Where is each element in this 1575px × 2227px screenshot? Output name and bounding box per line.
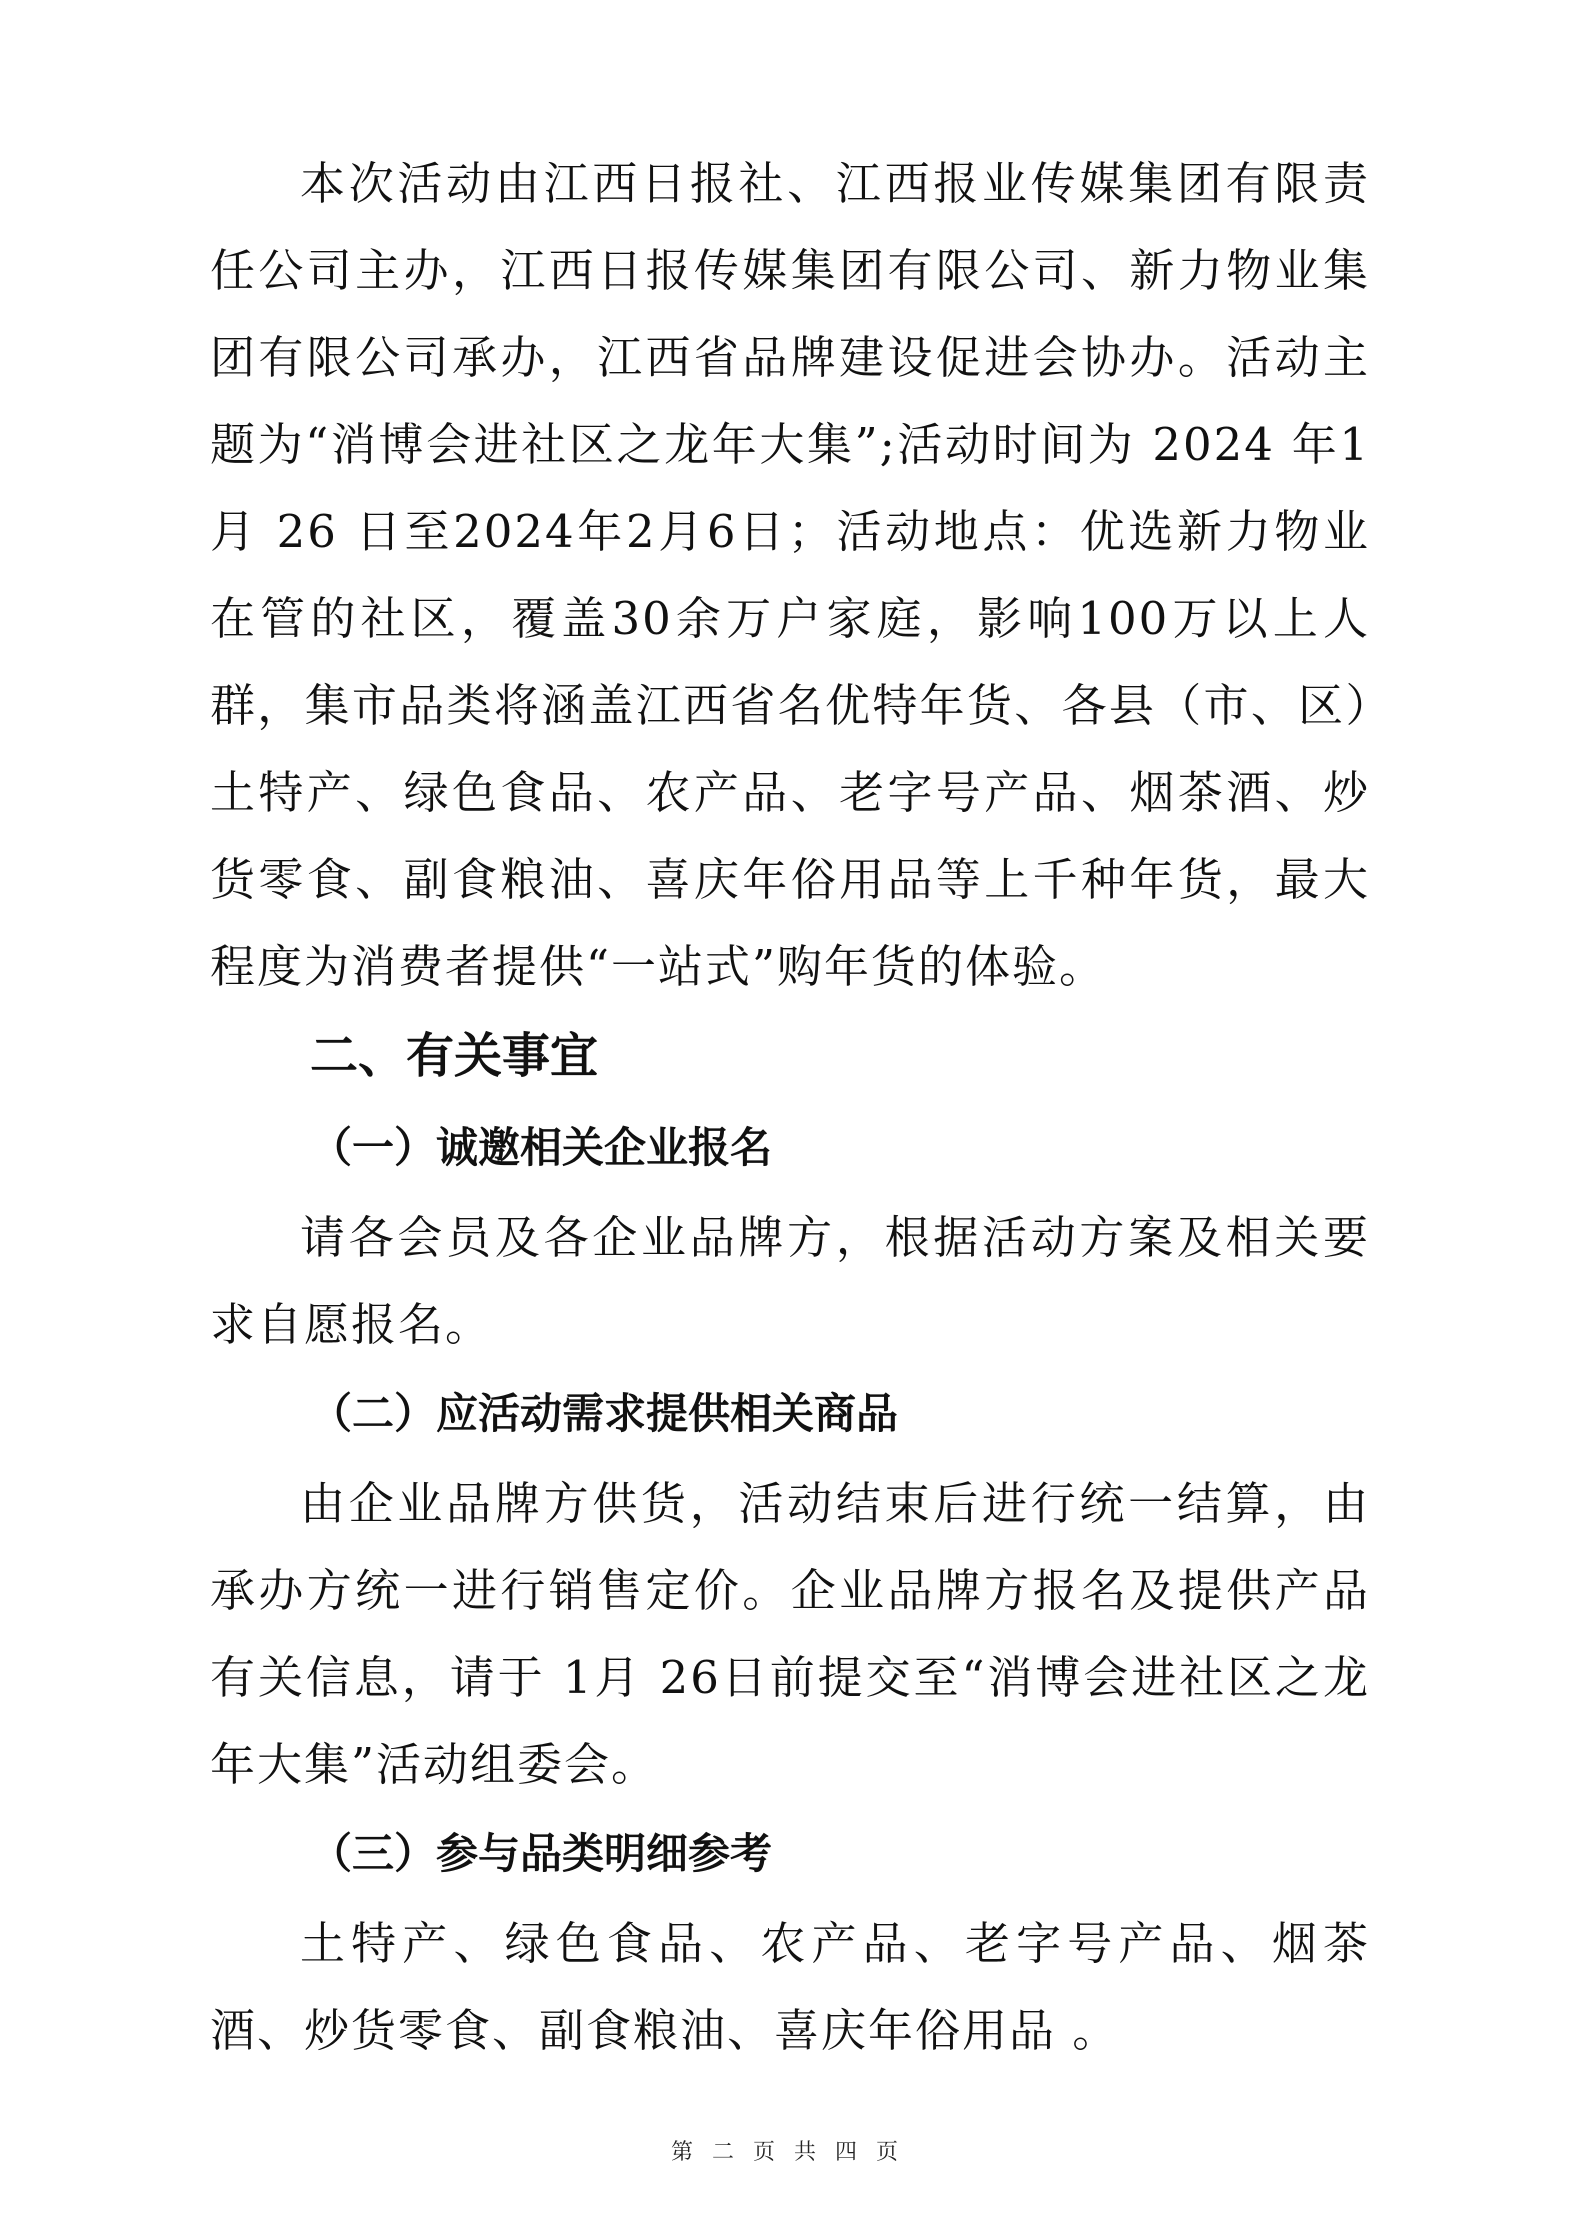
section-title: 二、有关事宜: [310, 1028, 599, 1084]
page-number: 第 二 页 共 四 页: [671, 2140, 904, 2165]
subsection-3-title: （三）参与品类明细参考: [310, 1829, 773, 1878]
subsection-3-text: 土特产、绿色食品、农产品、老字号产品、烟茶酒、炒货零食、副食粮油、喜庆年俗用品 。: [210, 1917, 1370, 2057]
subsection-1-title: （一）诚邀相关企业报名: [310, 1123, 773, 1172]
subsection-2-title: （二）应活动需求提供相关商品: [310, 1389, 899, 1438]
intro-paragraph: 本次活动由江西日报社、江西报业传媒集团有限责任公司主办，江西日报传媒集团有限公司、新力物业集团有限公司承办，江西省品牌建设促进会协办。活动主题为“消博会进社区之龙年大集”;活动时间为 2024 年1月 26 日至2024年2月6日；活动地点：优选新力物业在管的社区，覆盖30余万户家庭，影响100万以上人群，集市品类将涵盖江西省名优特年货、各县（市、区）土特产、绿色食品、农产品、老字号产品、烟茶酒、炒货零食、副食粮油、喜庆年俗用品等上千种年货，最大程度为消费者提供“一站式”购年货的体验。: [210, 157, 1370, 993]
subsection-2-text: 由企业品牌方供货，活动结束后进行统一结算，由承办方统一进行销售定价。企业品牌方报名及提供产品有关信息，请于 1月 26日前提交至“消博会进社区之龙年大集”活动组委会。: [210, 1477, 1370, 1791]
document-page: [210, 140, 1370, 2074]
subsection-1-text: 请各会员及各企业品牌方，根据活动方案及相关要求自愿报名。: [210, 1211, 1370, 1351]
